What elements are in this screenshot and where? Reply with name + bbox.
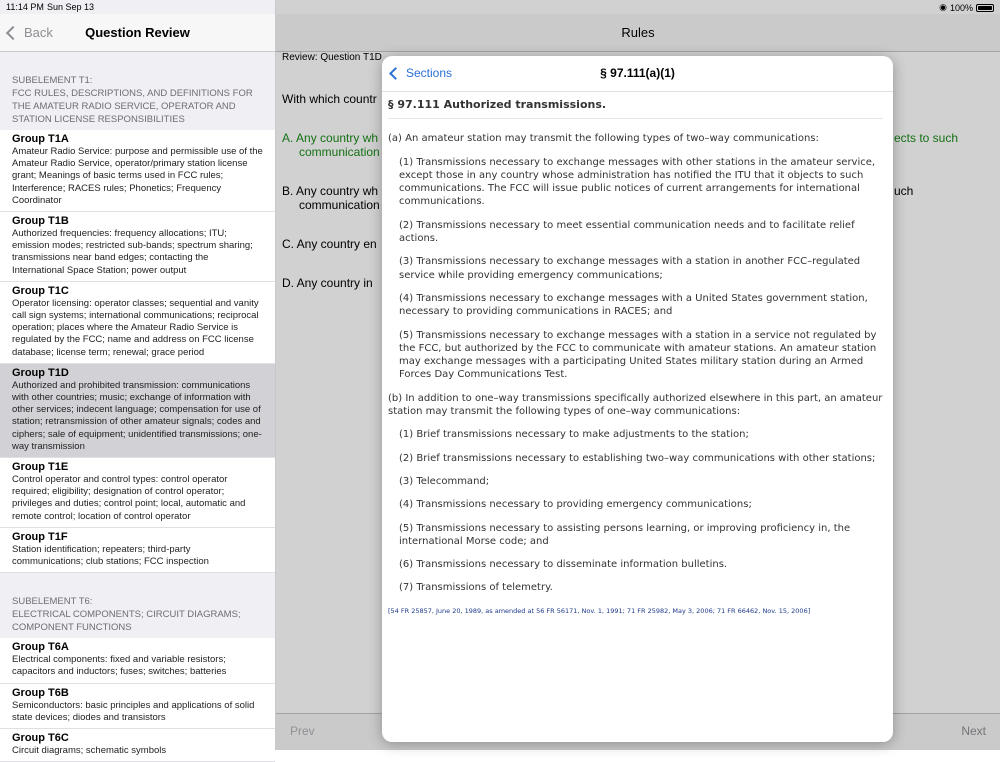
rule-heading: § 97.111 Authorized transmissions. bbox=[388, 98, 883, 119]
paragraph-a: (a) An amateur station may transmit the following types of two–way communications: bbox=[388, 133, 819, 145]
rule-item: (3) Transmissions necessary to exchange messages with a station in another FCC–regulated service while providing emergency communications; bbox=[399, 256, 861, 281]
next-button[interactable]: Next bbox=[961, 724, 986, 738]
rule-item: (3) Telecommand; bbox=[399, 475, 490, 487]
group-item[interactable] bbox=[0, 638, 275, 683]
answer-text: Any country wh bbox=[296, 131, 379, 145]
group-item[interactable] bbox=[0, 212, 275, 282]
rules-popover bbox=[382, 56, 893, 742]
battery-icon bbox=[976, 4, 994, 12]
back-label: Back bbox=[24, 25, 53, 40]
rule-item: (2) Brief transmissions necessary to establishing two–way communications with other stations; bbox=[399, 452, 876, 464]
group-title: Group T6B bbox=[12, 686, 69, 699]
group-title: Group T1A bbox=[12, 133, 69, 145]
group-description: Electrical components: fixed and variable resistors; capacitors and inductors; fuses; switches; batteries bbox=[12, 654, 227, 678]
group-title: Group T6C bbox=[12, 732, 69, 745]
group-item[interactable] bbox=[0, 684, 275, 729]
rule-item: (2) Transmissions necessary to meet essential communication needs and to facilitate relief actions. bbox=[399, 219, 855, 245]
popover-title: § 97.111(a)(1) bbox=[600, 66, 675, 80]
right-nav-title: Rules bbox=[621, 25, 655, 40]
status-right bbox=[939, 2, 994, 13]
answer-text-line2: communication bbox=[299, 198, 380, 212]
status-bar bbox=[0, 0, 1000, 14]
rule-item: (5) Transmissions necessary to assisting persons learning, or improving proficiency in, the international Morse code; and bbox=[399, 522, 851, 547]
group-description: Operator licensing: operator classes; sequential and vanity call sign systems; international communications; reciprocal operation; places where the Amateur Radio Service is regulated by the FCC; name and address on FCC license database; license term; renewal; grace period bbox=[12, 297, 259, 358]
group-description: Amateur Radio Service: purpose and permissible use of the Amateur Radio Service, operator/primary station license grant; Meanings of basic terms used in FCC rules; Interference; RACES rules; Phonetics; Frequency Coordinator bbox=[12, 146, 263, 206]
popover-nav-bar bbox=[382, 56, 893, 92]
answer-letter: D. bbox=[282, 276, 294, 290]
group-title: Group T1E bbox=[12, 461, 69, 474]
answer-letter: A. bbox=[282, 131, 294, 145]
group-item[interactable] bbox=[0, 364, 275, 458]
status-date: Sun Sep 13 bbox=[47, 2, 95, 12]
group-title: Group T1B bbox=[12, 215, 69, 228]
answer-letter: C. bbox=[282, 237, 294, 251]
group-title: Group T6A bbox=[12, 641, 69, 654]
group-item[interactable] bbox=[0, 729, 275, 762]
rule-item: (6) Transmissions necessary to disseminate information bulletins. bbox=[399, 559, 728, 571]
group-title: Group T1F bbox=[12, 530, 68, 543]
group-item[interactable] bbox=[0, 528, 275, 573]
group-list[interactable] bbox=[0, 52, 275, 762]
status-time: 11:14 PM bbox=[6, 2, 44, 12]
citation: [54 FR 25857, June 20, 1989, as amended at 56 FR 56171, Nov. 1, 1991; 71 FR 25982, May 3, 2006; 71 FR 66462, Nov. 15, 2006] bbox=[388, 606, 811, 615]
paragraph-b: (b) In addition to one–way transmissions specifically authorized elsewhere in this part, an amateur station may transmit the following types of one–way communications: bbox=[388, 392, 883, 418]
group-description: Station identification; repeaters; third-party communications; club stations; FCC inspection bbox=[12, 543, 209, 568]
paragraph-a-items bbox=[388, 156, 884, 382]
group-item[interactable] bbox=[0, 282, 275, 364]
group-description: Circuit diagrams; schematic symbols bbox=[12, 745, 167, 757]
rule-item: (1) Transmissions necessary to exchange messages with other stations in the amateur service, except those in any country whose administration has notified the ITU that it objects to such communications. The FCC will issue public notices of current arrangements for international communications. bbox=[399, 156, 876, 208]
group-title: Group T1C bbox=[12, 284, 69, 297]
group-description: Semiconductors: basic principles and applications of solid state devices; diodes and transistors bbox=[12, 699, 255, 723]
page-title: Question Review bbox=[85, 25, 190, 40]
group-item[interactable] bbox=[0, 458, 275, 528]
group-description: Authorized and prohibited transmission: communications with other countries; music; exchange of information with other services; indecent language; compensation for use of station; retransmission of other amateur signals; codes and ciphers; sale of equipment; unidentified transmissions; one-way transmission bbox=[12, 379, 262, 452]
rule-item: (5) Transmissions necessary to exchange messages with a station in a service not regulated by the FCC, but authorized by the FCC to communicate with amateur stations. An amateur station may exchange messages with a participating United States military station during an Armed Forces Day Communications Test. bbox=[399, 329, 877, 381]
answer-text: Any country wh bbox=[296, 184, 379, 198]
answer-letter: B. bbox=[282, 184, 294, 198]
group-title: Group T1D bbox=[12, 366, 69, 379]
group-description: Control operator and control types: control operator required; eligibility; designation of control operator; privileges and duties; control point; local, automatic and remote control; location of control operator bbox=[12, 474, 246, 522]
rule-text bbox=[388, 98, 884, 618]
rule-item: (4) Transmissions necessary to exchange messages with a United States government station, necessary to providing communications in RACES; and bbox=[399, 292, 868, 318]
question-review-pane bbox=[0, 0, 276, 757]
subelement-header: SUBELEMENT T1: FCC RULES, DESCRIPTIONS, AND DEFINITIONS FOR THE AMATEUR RADIO SERVICE, OPERATOR AND STATION LICENSE RESPONSIBILITIES bbox=[12, 75, 253, 125]
answer-text: Any country in bbox=[296, 276, 373, 290]
rule-item: (7) Transmissions of telemetry. bbox=[399, 582, 553, 594]
battery-percent: 100% bbox=[949, 2, 973, 13]
review-label: Review: Question T1D bbox=[282, 52, 382, 63]
answer-b-tail: uch bbox=[894, 184, 914, 198]
left-nav-bar bbox=[0, 14, 275, 52]
subelement-header: SUBELEMENT T6: ELECTRICAL COMPONENTS; CIRCUIT DIAGRAMS; COMPONENT FUNCTIONS bbox=[12, 596, 241, 634]
answer-text-line2: communication bbox=[299, 145, 380, 159]
paragraph-b-items bbox=[388, 428, 884, 594]
group-description: Authorized frequencies: frequency allocations; ITU; emission modes; restricted sub-bands; spectrum sharing; transmissions near band edges; contacting the International Space Station; power output bbox=[12, 228, 253, 276]
sections-label: Sections bbox=[406, 66, 453, 80]
answer-a-tail: ects to such bbox=[894, 131, 959, 145]
answer-text: Any country en bbox=[296, 237, 377, 251]
wifi-icon: ◉ bbox=[939, 2, 947, 12]
group-item[interactable] bbox=[0, 130, 275, 212]
question-text: With which countr bbox=[282, 92, 377, 106]
rule-item: (1) Brief transmissions necessary to make adjustments to the station; bbox=[399, 429, 749, 441]
rule-item: (4) Transmissions necessary to providing emergency communications; bbox=[399, 499, 752, 511]
prev-button[interactable]: Prev bbox=[290, 724, 315, 738]
